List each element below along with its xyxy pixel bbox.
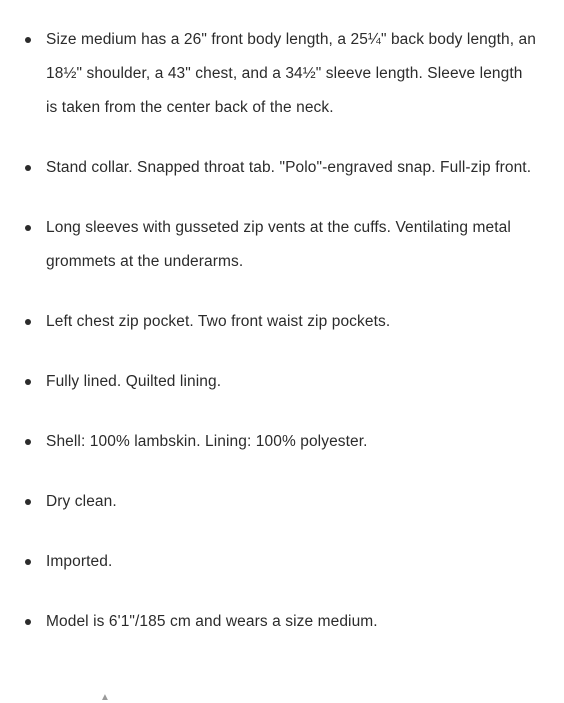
detail-text: Dry clean. [46, 493, 117, 510]
detail-text: Shell: 100% lambskin. Lining: 100% polyester. [46, 433, 368, 450]
detail-text: Imported. [46, 553, 113, 570]
bullet-icon [25, 165, 31, 171]
bullet-icon [25, 225, 31, 231]
detail-text: Size medium has a 26" front body length, a 25¼" back body length, an 18½" shoulder, a 43" chest, and a 34½" sleeve length. Sleeve length is taken from the center back of the neck. [46, 31, 537, 116]
bullet-icon [25, 619, 31, 625]
detail-text: Left chest zip pocket. Two front waist zip pockets. [46, 313, 391, 330]
detail-item-size [0, 23, 564, 125]
bullet-icon [25, 439, 31, 445]
detail-item-sleeves [0, 211, 564, 279]
detail-item-collar [0, 151, 564, 185]
bullet-icon [25, 319, 31, 325]
detail-item-materials [0, 425, 564, 459]
detail-item-pockets [0, 305, 564, 339]
detail-item-lining [0, 365, 564, 399]
bullet-icon [25, 37, 31, 43]
detail-item-care [0, 485, 564, 519]
detail-text: Stand collar. Snapped throat tab. "Polo"-engraved snap. Full-zip front. [46, 159, 532, 176]
partial-icon: ▲ [100, 692, 110, 703]
bullet-icon [25, 379, 31, 385]
bullet-icon [25, 499, 31, 505]
detail-item-model-size [0, 605, 564, 639]
product-details-list [0, 23, 564, 665]
bullet-icon [25, 559, 31, 565]
detail-item-origin [0, 545, 564, 579]
detail-text: Model is 6'1"/185 cm and wears a size medium. [46, 613, 378, 630]
detail-text: Long sleeves with gusseted zip vents at the cuffs. Ventilating metal grommets at the underarms. [46, 219, 511, 270]
detail-text: Fully lined. Quilted lining. [46, 373, 222, 390]
